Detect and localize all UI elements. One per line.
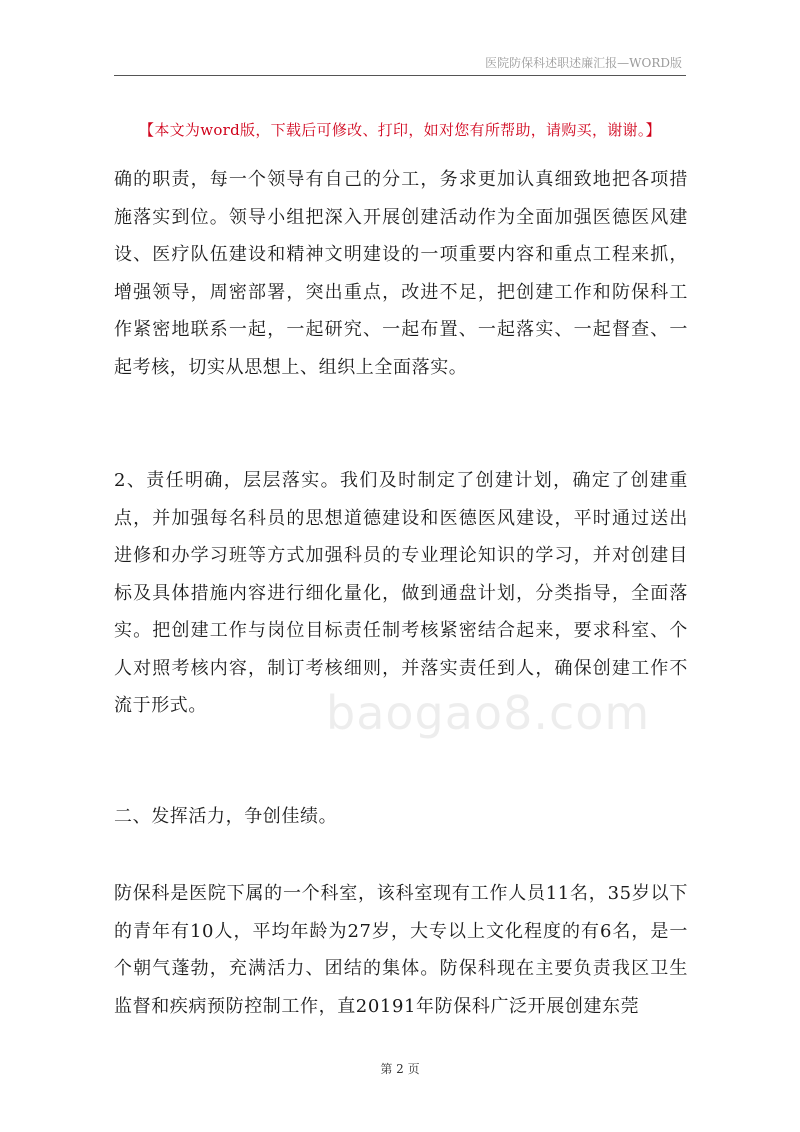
body-paragraph: 确的职责，每一个领导有自己的分工，务求更加认真细致地把各项措施落实到位。领导小组把深入开展创建活动作为全面加强医德医风建设、医疗队伍建设和精神文明建设的一项重要内容和重点工程来抓，增强领导，周密部署，突出重点，改进不足，把创建工作和防保科工作紧密地联系一起，一起研究、一起布置、一起落实、一起督查、一起考核，切实从思想上、组织上全面落实。 [114,169,688,378]
page-number: 第 2 页 [380,1062,420,1076]
body-paragraph: 防保科是医院下属的一个科室，该科室现有工作人员11名，35岁以下的青年有10人，平均年龄为27岁，大专以上文化程度的有6名，是一个朝气蓬勃，充满活力、团结的集体。防保科现在主要负责我区卫生监督和疾病预防控制工作，直20191年防保科广泛开展创建东莞 [114,883,688,1017]
document-header-title: 医院防保科述职述廉汇报—WORD版 [485,56,682,70]
watermark: baogao8.com [326,686,651,740]
section-heading: 二、发挥活力，争创佳绩。 [114,806,338,827]
header-divider [114,75,686,76]
purchase-notice: 【本文为word版，下载后可修改、打印，如对您有所帮助，请购买，谢谢。】 [139,121,661,139]
body-paragraph: 2、责任明确，层层落实。我们及时制定了创建计划，确定了创建重点，并加强每名科员的思想道德建设和医德医风建设，平时通过送出进修和办学习班等方式加强科员的专业理论知识的学习，并对创建目标及具体措施内容进行细化量化，做到通盘计划，分类指导，全面落实。把创建工作与岗位目标责任制考核紧密结合起来，要求科室、个人对照考核内容，制订考核细则，并落实责任到人，确保创建工作不流于形式。 [114,470,688,716]
